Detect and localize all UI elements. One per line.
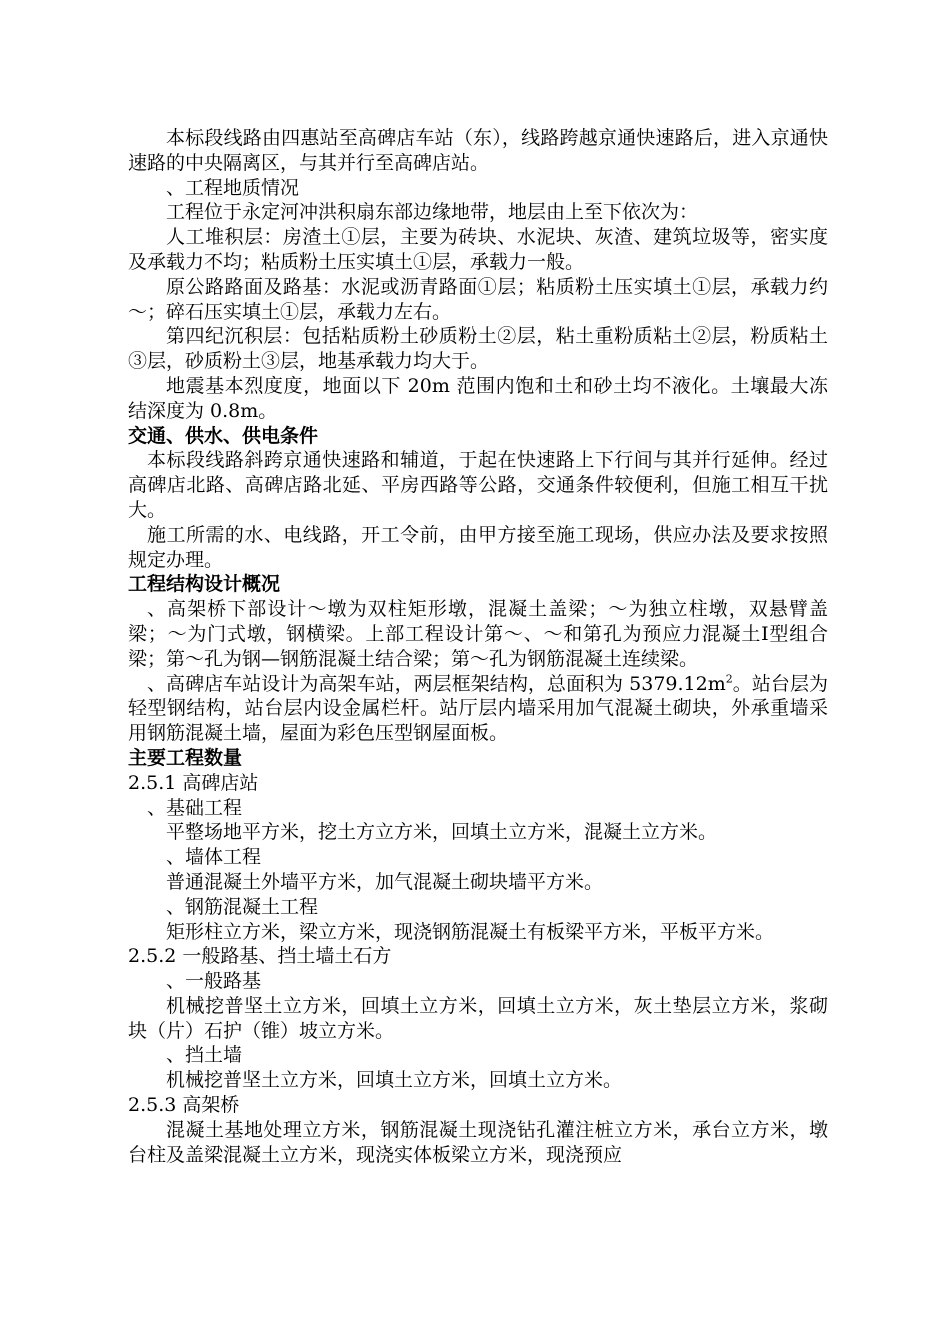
paragraph-fill-layer: 人工堆积层：房渣土①层，主要为砖块、水泥块、灰渣、建筑垃圾等，密实度及承载力不均；粘质粉土压实填土①层，承载力一般。 [128, 226, 828, 273]
item-viaduct-text: 混凝土基地处理立方米，钢筋混凝土现浇钻孔灌注桩立方米，承台立方米，墩台柱及盖梁混凝土立方米，现浇实体板梁立方米，现浇预应 [128, 1118, 828, 1166]
subsection-subgrade: 2.5.2 一般路基、挡土墙土石方 [128, 945, 392, 968]
item-general-subgrade: 、一般路基 [166, 970, 262, 993]
subsection-viaduct: 2.5.3 高架桥 [128, 1094, 240, 1117]
item-general-subgrade-text: 机械挖普坚土立方米，回填土立方米，回填土立方米，灰土垫层立方米，浆砌块（片）石护（锥）坡立方米。 [128, 994, 828, 1042]
paragraph-viaduct-design: 、高架桥下部设计～墩为双柱矩形墩，混凝土盖梁；～为独立柱墩，双悬臂盖梁；～为门式墩，钢横梁。上部工程设计第～、～和第孔为预应力混凝土Ⅰ型组合梁；第～孔为钢—钢筋混凝土结合梁；第～孔为钢筋混凝土连续梁。 [128, 598, 828, 670]
item-foundation-text: 平整场地平方米，挖土方立方米，回填土立方米，混凝土立方米。 [166, 821, 718, 844]
document-body [128, 126, 828, 1167]
item-retaining-wall-text: 机械挖普坚土立方米，回填土立方米，回填土立方米。 [166, 1069, 623, 1092]
heading-structure-design: 工程结构设计概况 [128, 573, 281, 596]
station-design-text-b: 。站台层为轻型钢结构，站台层内设金属栏杆。站厅层内墙采用加气混凝土砌块，外承重墙采用钢筋混凝土墙，屋面为彩色压型钢屋面板。 [128, 672, 828, 745]
heading-traffic-utilities: 交通、供水、供电条件 [128, 424, 319, 447]
item-wall: 、墙体工程 [166, 846, 262, 869]
paragraph-seismic: 地震基本烈度度，地面以下 20m 范围内饱和土和砂土均不液化。土壤最大冻结深度为 0.8m。 [128, 374, 828, 422]
paragraph-traffic: 本标段线路斜跨京通快速路和辅道，于起在快速路上下行间与其并行延伸。经过高碑店北路、高碑店路北延、平房西路等公路，交通条件较便利，但施工相互干扰大。 [128, 449, 828, 521]
item-rc-text: 矩形柱立方米，梁立方米，现浇钢筋混凝土有板梁平方米，平板平方米。 [166, 920, 775, 943]
station-design-text-a: 、高碑店车站设计为高架车站，两层框架结构，总面积为 5379.12m [147, 672, 726, 695]
paragraph-station-design [128, 672, 828, 746]
paragraph-road-base: 原公路路面及路基：水泥或沥青路面①层；粘质粉土压实填土①层，承载力约～；碎石压实填土①层，承载力左右。 [128, 275, 828, 323]
paragraph-quaternary: 第四纪沉积层：包括粘质粉土砂质粉土②层，粘土重粉质粘土②层，粉质粘土③层，砂质粉土③层，地基承载力均大于。 [128, 325, 828, 373]
paragraph-geology-intro: 工程位于永定河冲洪积扇东部边缘地带，地层由上至下依次为： [166, 201, 699, 224]
paragraph-utilities: 施工所需的水、电线路，开工令前，由甲方接至施工现场，供应办法及要求按照规定办理。 [128, 523, 828, 571]
item-foundation: 、基础工程 [147, 796, 243, 819]
paragraph-route: 本标段线路由四惠站至高碑店车站（东），线路跨越京通快速路后，进入京通快速路的中央隔离区，与其并行至高碑店站。 [128, 127, 828, 174]
item-wall-text: 普通混凝土外墙平方米，加气混凝土砌块墙平方米。 [166, 870, 604, 893]
section-geology-title: 、工程地质情况 [166, 176, 300, 199]
item-retaining-wall: 、挡土墙 [166, 1044, 243, 1067]
subsection-station: 2.5.1 高碑店站 [128, 771, 259, 794]
area-unit-superscript: 2 [725, 672, 733, 686]
item-rc: 、钢筋混凝土工程 [166, 895, 319, 918]
heading-quantities: 主要工程数量 [128, 746, 243, 769]
